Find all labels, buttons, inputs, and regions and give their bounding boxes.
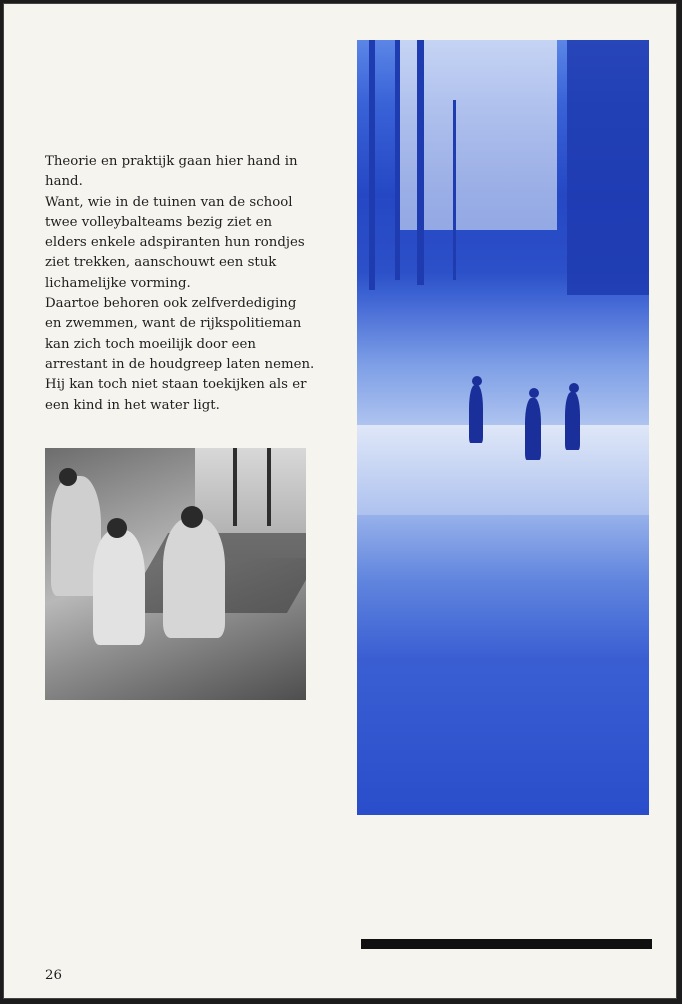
photo-tree [369, 40, 375, 290]
photo-figure [163, 518, 225, 638]
photo-window-frame [233, 448, 237, 526]
body-paragraph [45, 152, 315, 416]
document-page [3, 3, 677, 999]
photo-runner-head [472, 376, 482, 386]
photo-tree [567, 40, 649, 300]
text-line: Want, wie in de tuinen van de school [45, 194, 293, 210]
photo-runner-head [529, 388, 539, 398]
photo-figure-head [59, 468, 77, 486]
photo-runner [565, 392, 580, 450]
photo-figure [93, 530, 145, 645]
text-line: elders enkele adspiranten hun rondjes [45, 235, 305, 251]
photo-runner-head [569, 383, 579, 393]
horizontal-rule [361, 939, 652, 949]
photo-tree [453, 100, 456, 280]
photo-tree [417, 40, 424, 285]
text-line: en zwemmen, want de rijkspolitieman [45, 316, 302, 332]
text-line: Hij kan toch niet staan toekijken als er [45, 377, 307, 393]
photo-pond [357, 295, 649, 435]
text-line: Theorie en praktijk gaan hier hand in [45, 154, 298, 169]
text-line: twee volleybalteams bezig ziet en [45, 214, 273, 230]
text-line: arrestant in de houdgreep laten nemen. [45, 356, 315, 372]
text-line: kan zich toch moeilijk door een [45, 336, 256, 352]
photo-runner [525, 398, 541, 460]
page-number: 26 [45, 968, 62, 983]
text-line: ziet trekken, aanschouwt een stuk [45, 255, 277, 271]
photo-path [357, 425, 649, 515]
text-line: hand. [45, 174, 83, 190]
runners-park-photo [357, 40, 649, 815]
text-line: lichamelijke vorming. [45, 275, 191, 291]
photo-tree [395, 40, 400, 280]
text-line: Daartoe behoren ook zelfverdediging [45, 296, 297, 312]
judo-training-photo [45, 448, 306, 700]
photo-figure-head [181, 506, 203, 528]
text-line: een kind in het water ligt. [45, 397, 220, 413]
photo-runner [469, 385, 483, 443]
photo-figure-head [107, 518, 127, 538]
photo-window-frame [267, 448, 271, 526]
